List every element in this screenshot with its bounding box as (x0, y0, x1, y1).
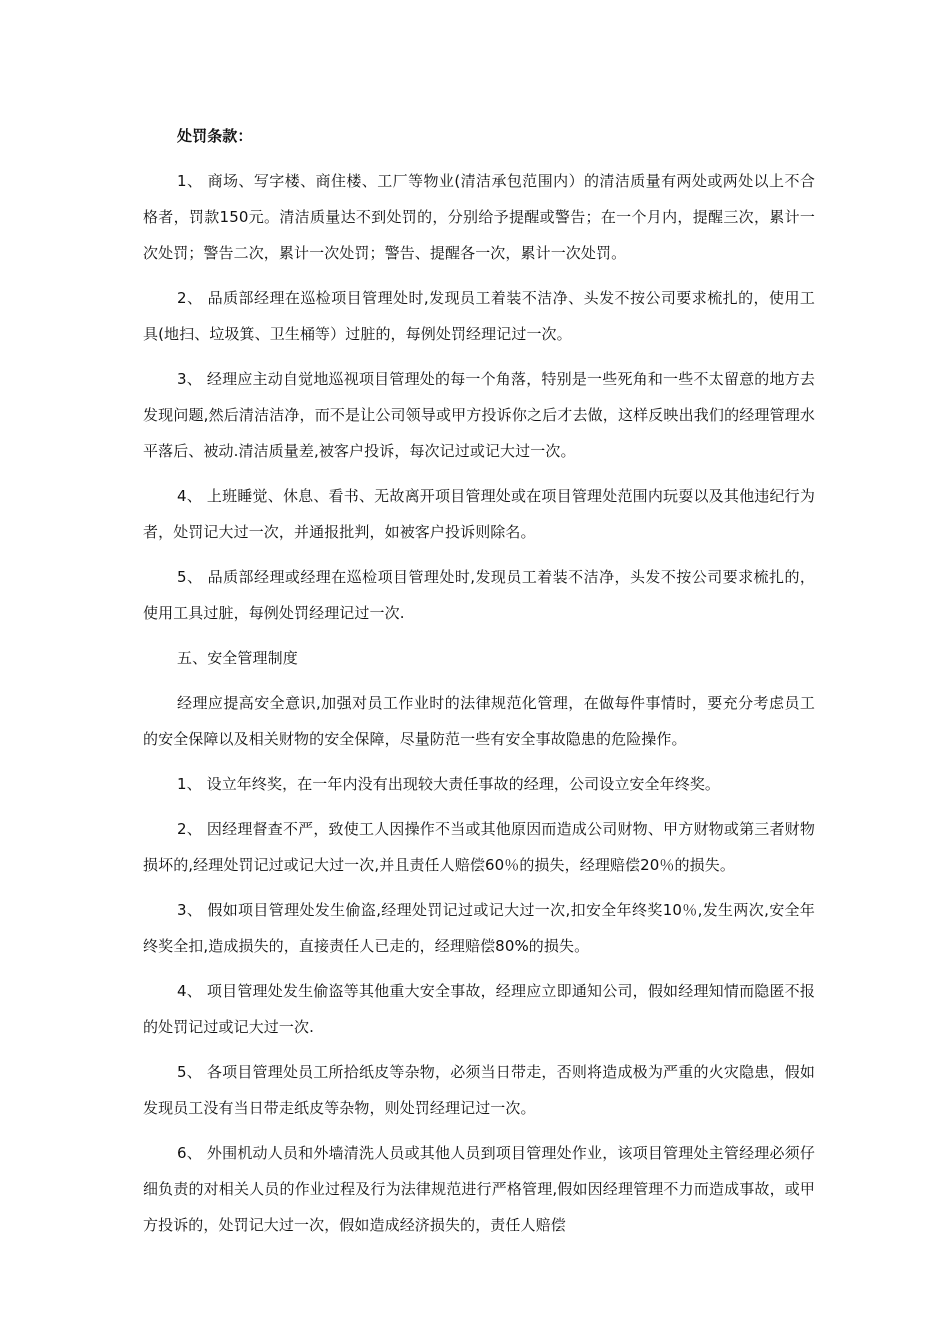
paragraph-penalty-1: 1、 商场、写字楼、商住楼、工厂等物业(清洁承包范围内）的清洁质量有两处或两处以上不合格者，罚款150元。清洁质量达不到处罚的，分别给予提醒或警告；在一个月内，提醒三次，累计一次处罚；警告二次，累计一次处罚；警告、提醒各一次，累计一次处罚。 (143, 172, 815, 262)
section-heading-penalty-clauses: 处罚条款： (177, 127, 253, 145)
paragraph-safety-6: 6、 外围机动人员和外墙清洗人员或其他人员到项目管理处作业，该项目管理处主管经理必须仔细负责的对相关人员的作业过程及行为法律规范进行严格管理,假如因经理管理不力而造成事故，或甲方投诉的，处罚记大过一次，假如造成经济损失的，责任人赔偿 (143, 1144, 815, 1234)
section-heading-safety: 五、安全管理制度 (177, 649, 298, 667)
paragraph-penalty-2: 2、 品质部经理在巡检项目管理处时,发现员工着装不洁净、头发不按公司要求梳扎的，使用工具(地扫、垃圾箕、卫生桶等）过脏的，每例处罚经理记过一次。 (143, 289, 815, 343)
paragraph-safety-4: 4、 项目管理处发生偷盗等其他重大安全事故，经理应立即通知公司，假如经理知情而隐匿不报的处罚记过或记大过一次. (143, 982, 815, 1036)
paragraph-safety-intro: 经理应提高安全意识,加强对员工作业时的法律规范化管理，在做每件事情时，要充分考虑员工的安全保障以及相关财物的安全保障，尽量防范一些有安全事故隐患的危险操作。 (143, 694, 815, 748)
paragraph-penalty-5: 5、 品质部经理或经理在巡检项目管理处时,发现员工着装不洁净，头发不按公司要求梳扎的，使用工具过脏，每例处罚经理记过一次. (143, 568, 815, 622)
paragraph-safety-3: 3、 假如项目管理处发生偷盗,经理处罚记过或记大过一次,扣安全年终奖10％,发生两次,安全年终奖全扣,造成损失的，直接责任人已走的，经理赔偿80%的损失。 (143, 901, 815, 955)
paragraph-penalty-4: 4、 上班睡觉、休息、看书、无故离开项目管理处或在项目管理处范围内玩耍以及其他违纪行为者，处罚记大过一次，并通报批判，如被客户投诉则除名。 (143, 487, 815, 541)
paragraph-safety-1: 1、 设立年终奖，在一年内没有出现较大责任事故的经理，公司设立安全年终奖。 (177, 775, 721, 793)
paragraph-safety-5: 5、 各项目管理处员工所拾纸皮等杂物，必须当日带走，否则将造成极为严重的火灾隐患，假如发现员工没有当日带走纸皮等杂物，则处罚经理记过一次。 (143, 1063, 815, 1117)
paragraph-safety-2: 2、 因经理督查不严，致使工人因操作不当或其他原因而造成公司财物、甲方财物或第三者财物损坏的,经理处罚记过或记大过一次,并且责任人赔偿60％的损失，经理赔偿20％的损失。 (143, 820, 815, 874)
document-body (143, 118, 815, 1252)
paragraph-penalty-3: 3、 经理应主动自觉地巡视项目管理处的每一个角落，特别是一些死角和一些不太留意的地方去发现问题,然后清洁洁净，而不是让公司领导或甲方投诉你之后才去做，这样反映出我们的经理管理水平落后、被动.清洁质量差,被客户投诉，每次记过或记大过一次。 (143, 370, 815, 460)
